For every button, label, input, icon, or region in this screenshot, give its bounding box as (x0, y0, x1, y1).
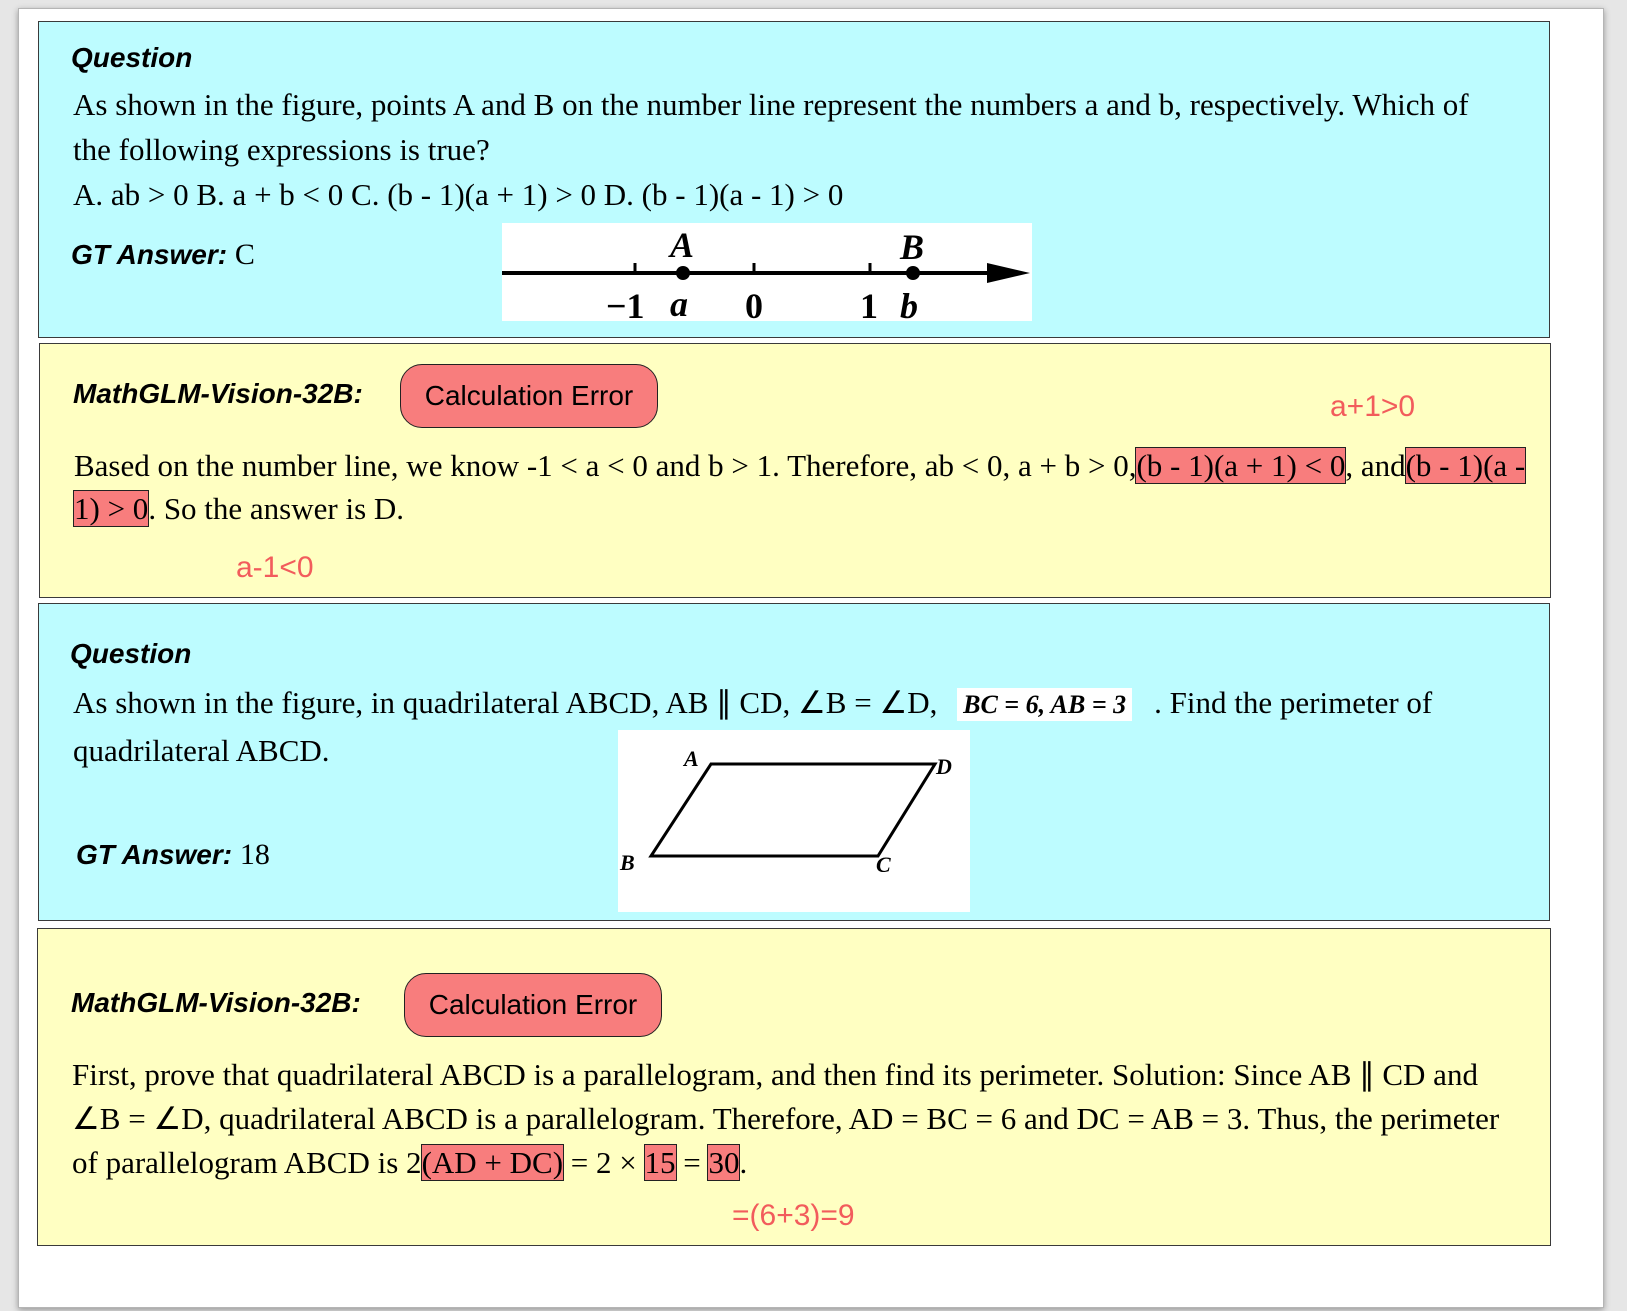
question-inline-math: BC = 6, AB = 3 (957, 688, 1132, 721)
question-statement: . Find the perimeter of quadrilateral ABCD. (73, 685, 1433, 768)
question-label: Question (71, 42, 193, 73)
model-answer-text (74, 444, 1534, 530)
question-panel-1 (38, 21, 1550, 338)
question-text (73, 82, 1513, 217)
answer-panel-1 (39, 343, 1551, 598)
answer-text-part: Based on the number line, we know -1 < a < 0 and b > 1. Therefore, ab < 0, a + b > 0, (74, 448, 1137, 483)
label-b: b (900, 286, 918, 321)
parallelogram-svg (618, 730, 970, 912)
correction-note: a+1>0 (1330, 390, 1416, 423)
error-badge: Calculation Error (400, 364, 658, 428)
answer-text-part: . (739, 1145, 748, 1180)
question-label: Question (70, 638, 192, 669)
error-badge: Calculation Error (404, 973, 662, 1037)
answer-text-part: = 2 × (563, 1145, 645, 1180)
answer-text-part: First, prove that quadrilateral ABCD is a parallelogram, and then find its perimeter. Solution: Since AB ∥ CD and ∠B = ∠D, quadrilateral ABCD is a parallelogram. Therefore, AD = BC = 6 and DC = AB = 3. Thus, the perimeter of parallelogram ABCD is 2 (72, 1057, 1500, 1180)
highlighted-error: (b - 1)(a - 1) > 0 (74, 448, 1526, 526)
gt-answer-label: GT Answer: (71, 239, 228, 270)
vertex-a-label: A (684, 746, 699, 771)
gt-answer-value: 18 (239, 838, 270, 871)
point-a-label: A (670, 225, 695, 265)
question-statement: As shown in the figure, points A and B on the number line represent the numbers a and b, respectively. Which of the following expressions is true? (73, 87, 1469, 167)
correction-note: =(6+3)=9 (732, 1199, 855, 1232)
point-a-dot (676, 266, 690, 280)
model-label: MathGLM-Vision-32B: (71, 987, 361, 1018)
parallelogram-figure (618, 730, 970, 912)
highlighted-error: (AD + DC) (421, 1145, 564, 1180)
highlighted-error: (b - 1)(a + 1) < 0 (1136, 448, 1346, 483)
question-statement: As shown in the figure, in quadrilateral ABCD, AB ∥ CD, ∠B = ∠D, (73, 685, 938, 720)
gt-answer (71, 238, 255, 272)
vertex-b-label: B (620, 850, 635, 875)
label-zero: 0 (745, 286, 763, 321)
highlighted-error: 15 (644, 1145, 676, 1180)
answer-text-part: , and (1345, 448, 1406, 483)
point-b-label: B (900, 227, 925, 267)
question-options: A. ab > 0 B. a + b < 0 C. (b - 1)(a + 1) > 0 D. (b - 1)(a - 1) > 0 (73, 177, 844, 212)
number-line-svg (502, 223, 1032, 321)
model-label: MathGLM-Vision-32B: (73, 378, 363, 409)
vertex-c-label: C (876, 852, 891, 877)
label-one: 1 (860, 286, 878, 321)
correction-note: a-1<0 (236, 551, 314, 584)
highlighted-error: 30 (708, 1145, 740, 1180)
label-minus-one: −1 (606, 286, 645, 321)
gt-answer-value: C (234, 238, 255, 271)
gt-answer (76, 838, 270, 872)
point-b-dot (906, 266, 920, 280)
question-panel-2 (38, 603, 1550, 921)
answer-panel-2 (37, 928, 1551, 1246)
vertex-d-label: D (936, 754, 952, 779)
answer-text-part: = (675, 1145, 709, 1180)
parallelogram-shape (651, 764, 935, 856)
model-answer-text (72, 1053, 1522, 1185)
number-line-figure (502, 223, 1032, 321)
gt-answer-label: GT Answer: (76, 839, 233, 870)
arrow-head-icon (987, 263, 1030, 283)
answer-text-part: . So the answer is D. (148, 491, 405, 526)
label-a: a (670, 284, 688, 321)
figure-frame (18, 8, 1604, 1308)
